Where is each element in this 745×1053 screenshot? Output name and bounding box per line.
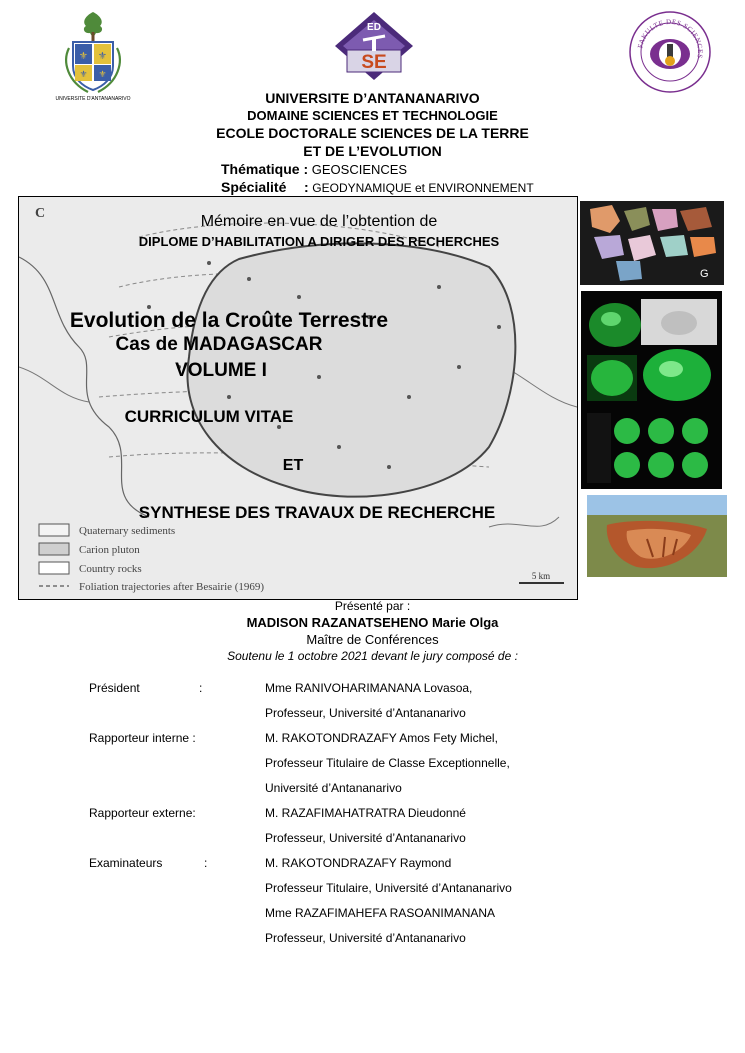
author-rank: Maître de Conférences <box>306 632 439 647</box>
jury-member-line: Université d’Antananarivo <box>265 781 402 795</box>
specialite-colon: : <box>304 179 309 195</box>
svg-text:⚜: ⚜ <box>79 51 88 62</box>
svg-text:⚜: ⚜ <box>98 70 107 80</box>
jury-colon-examinateurs: : <box>204 856 208 870</box>
geological-map-figure <box>19 197 577 599</box>
cover-map-panel <box>18 196 578 600</box>
university-crest-icon <box>52 8 134 96</box>
jury-role-rapporteur-externe: Rapporteur externe: <box>89 806 196 820</box>
jury-member-line: M. RAKOTONDRAZAFY Raymond <box>265 856 452 870</box>
legend-quaternary: Quaternary sediments <box>79 525 176 537</box>
lavaka-erosion-image-icon <box>587 495 727 577</box>
svg-text:G: G <box>700 268 709 280</box>
jury-colon-president: : <box>199 681 203 695</box>
specialite-label: Spécialité <box>221 179 287 195</box>
curriculum-vitae-label: CURRICULUM VITAE <box>124 407 294 426</box>
diplome-text: DIPLOME D’HABILITATION A DIRIGER DES RECHERCHES <box>138 234 500 249</box>
et-label: ET <box>282 457 304 474</box>
thematique-label: Thématique : <box>221 161 309 177</box>
jury-member-line: Professeur, Université d’Antananarivo <box>265 931 466 945</box>
specialite-row <box>221 179 534 197</box>
svg-text:ED: ED <box>367 22 381 33</box>
gemstones-image-icon <box>580 201 724 285</box>
jury-member-line: Professeur, Université d’Antananarivo <box>265 706 466 720</box>
laterite-landscape-photo <box>587 495 727 577</box>
legend-foliation: Foliation trajectories after Besairie (1969) <box>79 581 265 593</box>
jury-member-line: M. RAKOTONDRAZAFY Amos Fety Michel, <box>265 731 498 745</box>
ed-se-logo-icon <box>333 10 415 80</box>
jury-role-president: Président <box>89 681 140 695</box>
svg-text:FAKULTE DES SCIENCES: FAKULTE DES SCIENCES <box>636 17 705 60</box>
presented-by-label: Présenté par : <box>334 599 411 613</box>
faculty-of-sciences-logo <box>628 10 712 94</box>
jury-member-line: Mme RAZAFIMAHEFA RASOANIMANANA <box>265 906 496 920</box>
legend-pluton: Carion pluton <box>79 544 140 556</box>
memoire-text: Mémoire en vue de l’obtention de <box>200 213 438 230</box>
faculty-seal-icon <box>628 10 712 94</box>
jury-member-line: M. RAZAFIMAHATRATRA Dieudonné <box>265 806 466 820</box>
jury-role-rapporteur-interne: Rapporteur interne : <box>89 731 196 745</box>
specialite-value: GEODYNAMIQUE et ENVIRONNEMENT <box>312 181 534 195</box>
domain-name: DOMAINE SCIENCES ET TECHNOLOGIE <box>247 108 498 123</box>
jury-member-line: Professeur Titulaire, Université d’Antananarivo <box>265 881 512 895</box>
university-logo-caption: UNIVERSITE D'ANTANANARIVO <box>55 96 131 102</box>
green-gems-photo <box>581 291 722 489</box>
doctoral-school-line2: ET DE L’EVOLUTION <box>303 143 442 159</box>
legend-country-rocks: Country rocks <box>79 563 142 575</box>
green-garnet-image-icon <box>581 291 722 489</box>
ecole-doctorale-logo <box>333 10 415 80</box>
svg-text:⚜: ⚜ <box>98 51 107 62</box>
thesis-title-line1: Evolution de la Croûte Terrestre <box>69 309 389 332</box>
map-panel-letter: C <box>35 206 46 221</box>
jury-member-line: Mme RANIVOHARIMANANA Lovasoa, <box>265 681 473 695</box>
synthese-label: SYNTHESE DES TRAVAUX DE RECHERCHE <box>138 503 496 522</box>
thematique-row <box>221 161 407 178</box>
thematique-value: GEOSCIENCES <box>311 162 408 177</box>
doctoral-school-line1: ECOLE DOCTORALE SCIENCES DE LA TERRE <box>216 125 529 141</box>
jury-member-line: Professeur, Université d’Antananarivo <box>265 831 466 845</box>
author-name: MADISON RAZANATSEHENO Marie Olga <box>246 615 499 630</box>
thesis-title-line2: Cas de MADAGASCAR <box>115 334 323 355</box>
svg-text:⚜: ⚜ <box>79 70 88 80</box>
map-scale: 5 km <box>531 571 551 581</box>
svg-text:SE: SE <box>361 52 387 73</box>
jury-member-line: Professeur Titulaire de Classe Exceptionnelle, <box>265 756 510 770</box>
jury-role-examinateurs: Examinateurs <box>89 856 163 870</box>
defense-statement: Soutenu le 1 octobre 2021 devant le jury composé de : <box>227 649 518 663</box>
volume-label: VOLUME I <box>175 360 267 381</box>
university-name: UNIVERSITE D’ANTANANARIVO <box>265 90 480 106</box>
gemstones-photo <box>580 201 724 285</box>
